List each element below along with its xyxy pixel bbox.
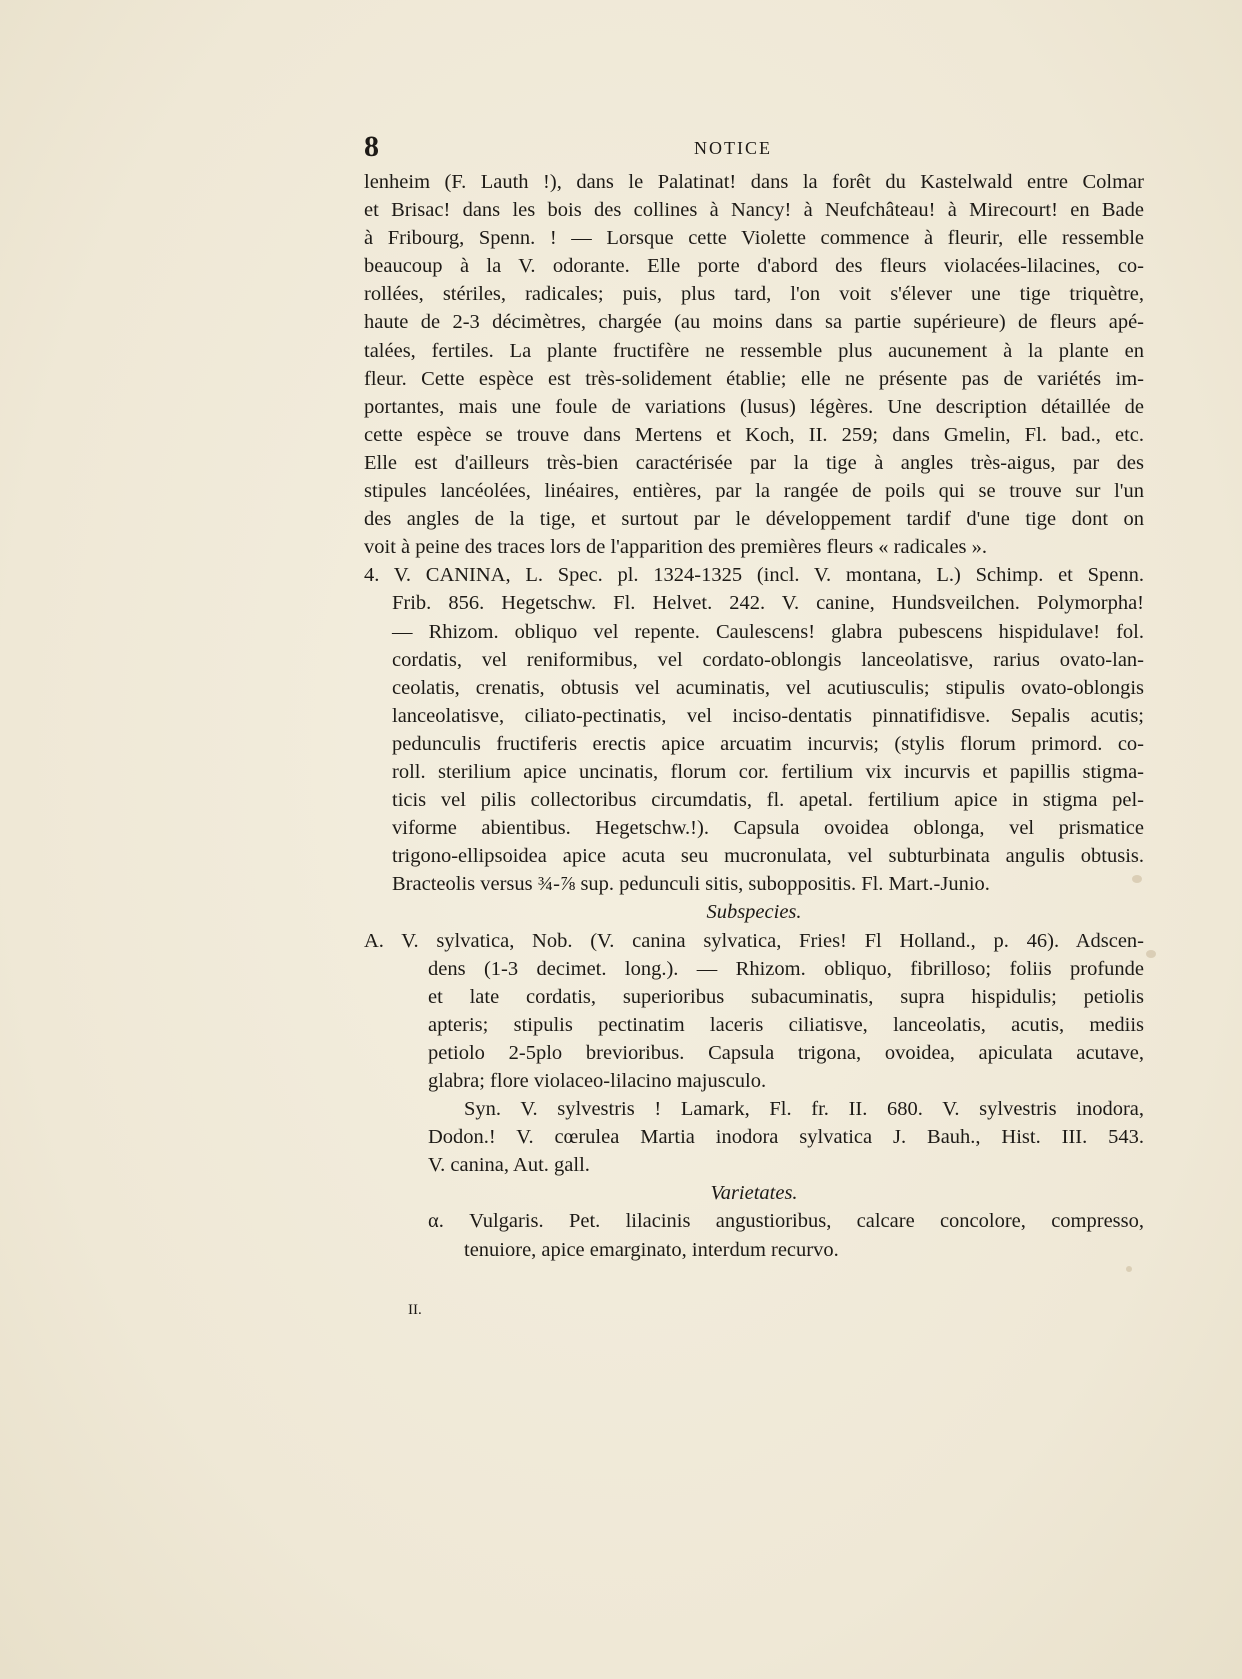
text-line: — Rhizom. obliquo vel repente. Caulescens! glabra pubescens hispidulave! fol. bbox=[392, 620, 1144, 643]
text-line: ceolatis, crenatis, obtusis vel acuminatis, vel acutiusculis; stipulis ovato-oblongis bbox=[392, 676, 1144, 699]
text-line: Frib. 856. Hegetschw. Fl. Helvet. 242. V. canine, Hundsveilchen. Polymorpha! bbox=[392, 592, 1144, 615]
text-line: talées, fertiles. La plante fructifère ne ressemble plus aucunement à la plante en bbox=[364, 339, 1144, 362]
text-line: rollées, stériles, radicales; puis, plus tard, l'on voit s'élever une tige triquètre, bbox=[364, 283, 1144, 306]
text-line: Elle est d'ailleurs très-bien caractérisée par la tige à angles très-aigus, par des bbox=[364, 451, 1144, 474]
text-line: glabra; flore violaceo-lilacino majusculo. bbox=[428, 1070, 767, 1092]
text-line: tenuiore, apice emarginato, interdum recurvo. bbox=[464, 1238, 839, 1261]
text-line: fleur. Cette espèce est très-solidement établie; elle ne présente pas de variétés im- bbox=[364, 367, 1144, 390]
text-line: Syn. V. sylvestris ! Lamark, Fl. fr. II. 680. V. sylvestris inodora, bbox=[464, 1098, 1144, 1121]
text-line: et late cordatis, superioribus subacuminatis, supra hispidulis; petiolis bbox=[428, 985, 1144, 1008]
text-line: cette espèce se trouve dans Mertens et Koch, II. 259; dans Gmelin, Fl. bad., etc. bbox=[364, 423, 1144, 446]
text-line: dens (1-3 decimet. long.). — Rhizom. obliquo, fibrilloso; foliis profunde bbox=[428, 957, 1144, 980]
text-line: lanceolatisve, ciliato-pectinatis, vel inciso-dentatis pinnatifidisve. Sepalis acutis; bbox=[392, 704, 1144, 727]
text-line: haute de 2-3 décimètres, chargée (au moins dans sa partie supérieure) de fleurs apé- bbox=[364, 311, 1144, 334]
text-line: pedunculis fructiferis erectis apice arcuatim incurvis; (stylis florum primord. co- bbox=[392, 732, 1144, 755]
text-line: portantes, mais une foule de variations (lusus) légères. Une description détaillée de bbox=[364, 395, 1144, 418]
text-line: A. V. sylvatica, Nob. (V. canina sylvatica, Fries! Fl Holland., p. 46). Adscen- bbox=[364, 929, 1144, 952]
paper-stain bbox=[1126, 1266, 1132, 1272]
text-line: petiolo 2-5plo brevioribus. Capsula trigona, ovoidea, apiculata acutave, bbox=[428, 1041, 1144, 1064]
text-line: Dodon.! V. cœrulea Martia inodora sylvatica J. Bauh., Hist. III. 543. bbox=[428, 1126, 1144, 1149]
text-line: Varietates. bbox=[710, 1182, 798, 1205]
text-line: voit à peine des traces lors de l'apparition des premières fleurs « radicales ». bbox=[364, 536, 988, 559]
paper-stain bbox=[1146, 950, 1156, 958]
text-line: des angles de la tige, et surtout par le développement tardif d'une tige dont on bbox=[364, 508, 1144, 531]
text-line: ticis vel pilis collectoribus circumdatis, fl. apetal. fertilium apice in stigma pel- bbox=[392, 789, 1144, 812]
text-line: apteris; stipulis pectinatim laceris ciliatisve, lanceolatis, acutis, mediis bbox=[428, 1013, 1144, 1036]
text-line: Bracteolis versus ¾-⅞ sup. pedunculi sitis, suboppositis. Fl. Mart.-Junio. bbox=[392, 873, 990, 896]
text-line: à Fribourg, Spenn. ! — Lorsque cette Violette commence à fleurir, elle ressemble bbox=[364, 227, 1144, 250]
signature-mark: II. bbox=[408, 1302, 422, 1318]
text-line: roll. sterilium apice uncinatis, florum cor. fertilium vix incurvis et papillis stigma- bbox=[392, 760, 1144, 783]
text-line: trigono-ellipsoidea apice acuta seu mucronulata, vel subturbinata angulis obtusis. bbox=[392, 845, 1144, 868]
text-line: viforme abientibus. Hegetschw.!). Capsula ovoidea oblonga, vel prismatice bbox=[392, 817, 1144, 840]
text-line: lenheim (F. Lauth !), dans le Palatinat! dans la forêt du Kastelwald entre Colmar bbox=[364, 171, 1144, 193]
body-text bbox=[364, 168, 1144, 1264]
text-line: V. canina, Aut. gall. bbox=[428, 1154, 590, 1177]
text-line: α. Vulgaris. Pet. lilacinis angustioribus, calcare concolore, compresso, bbox=[428, 1210, 1144, 1233]
page-number: 8 bbox=[364, 130, 379, 163]
text-line: et Brisac! dans les bois des collines à Nancy! à Neufchâteau! à Mirecourt! en Bade bbox=[364, 199, 1144, 222]
running-head: NOTICE bbox=[694, 138, 772, 158]
text-line: beaucoup à la V. odorante. Elle porte d'abord des fleurs violacées-lilacines, co- bbox=[364, 255, 1144, 278]
text-line: Subspecies. bbox=[706, 901, 802, 924]
text-line: stipules lancéolées, linéaires, entières, par la rangée de poils qui se trouve sur l'un bbox=[364, 480, 1144, 503]
text-line: cordatis, vel reniformibus, vel cordato-oblongis lanceolatisve, rarius ovato-lan- bbox=[392, 648, 1144, 671]
paper-stain bbox=[1132, 875, 1142, 883]
page-header bbox=[364, 130, 1144, 164]
text-line: 4. V. CANINA, L. Spec. pl. 1324-1325 (incl. V. montana, L.) Schimp. et Spenn. bbox=[364, 564, 1144, 587]
